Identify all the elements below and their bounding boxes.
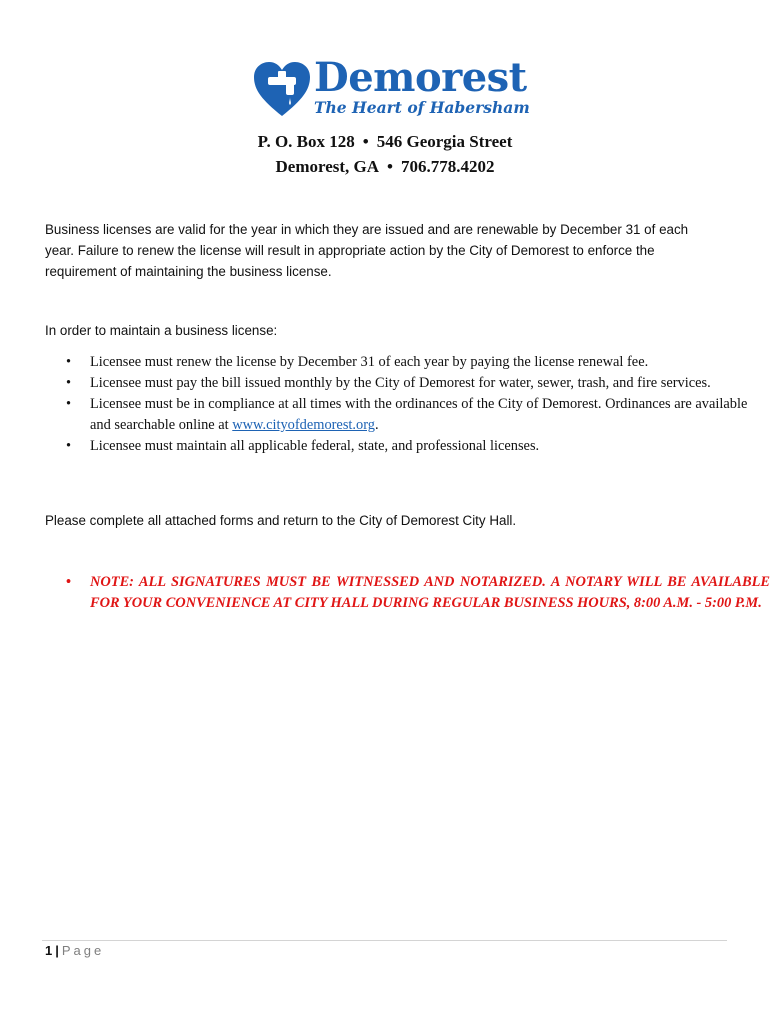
list-item-text: Licensee must be in compliance at all times with the ordinances of the City of Demorest. Ordinances are available and searchable online at bbox=[90, 396, 748, 433]
page-label: Page bbox=[61, 943, 105, 958]
page-number: 1 bbox=[45, 943, 53, 958]
po-box: P. O. Box 128 bbox=[257, 132, 355, 151]
city-state: Demorest, GA bbox=[275, 157, 380, 176]
website-link[interactable]: www.cityofdemorest.org bbox=[232, 417, 375, 433]
street-address: 546 Georgia Street bbox=[376, 132, 513, 151]
note-item bbox=[90, 572, 770, 614]
footer-divider bbox=[42, 940, 727, 941]
phone-number: 706.778.4202 bbox=[401, 157, 495, 176]
list-item-text: Licensee must maintain all applicable federal, state, and professional licenses. bbox=[90, 438, 540, 454]
address-line-1 bbox=[0, 132, 770, 152]
logo-wordmark: Demorest bbox=[314, 54, 527, 101]
link-suffix: . bbox=[374, 417, 379, 433]
list-item-text: Licensee must pay the bill issued monthly by the City of Demorest for water, sewer, trash, and fire services. bbox=[90, 375, 711, 391]
note-text: NOTE: ALL SIGNATURES MUST BE WITNESSED AND NOTARIZED. A NOTARY WILL BE AVAILABLE FOR YOUR CONVENIENCE AT CITY HALL DURING REGULAR BUSINESS HOURS, 8:00 A.M. - 5:00 P.M. bbox=[90, 574, 770, 611]
footer-separator: | bbox=[55, 943, 59, 958]
page-footer bbox=[45, 943, 104, 958]
requirements-list bbox=[45, 352, 752, 457]
address-separator: • bbox=[387, 157, 393, 176]
logo-tagline: The Heart of Habersham bbox=[314, 98, 530, 117]
lead-in-paragraph: In order to maintain a business license: bbox=[45, 323, 278, 338]
instructions-paragraph: Please complete all attached forms and return to the City of Demorest City Hall. bbox=[45, 513, 517, 528]
list-item-text: Licensee must renew the license by December 31 of each year by paying the license renewal fee. bbox=[90, 354, 649, 370]
list-item bbox=[90, 373, 752, 394]
list-item bbox=[90, 436, 752, 457]
list-item bbox=[90, 352, 752, 373]
notary-note bbox=[45, 572, 770, 614]
intro-paragraph: Business licenses are valid for the year in which they are issued and are renewable by December 31 of each year. Failure to renew the license will result in appropriate action by the City of Demorest to enforce the requirement of maintaining the business license. bbox=[45, 222, 689, 279]
heart-faucet-icon bbox=[252, 60, 312, 118]
demorest-logo bbox=[252, 54, 530, 120]
address-line-2 bbox=[0, 157, 770, 177]
address-separator: • bbox=[362, 132, 369, 151]
list-item bbox=[90, 394, 752, 436]
